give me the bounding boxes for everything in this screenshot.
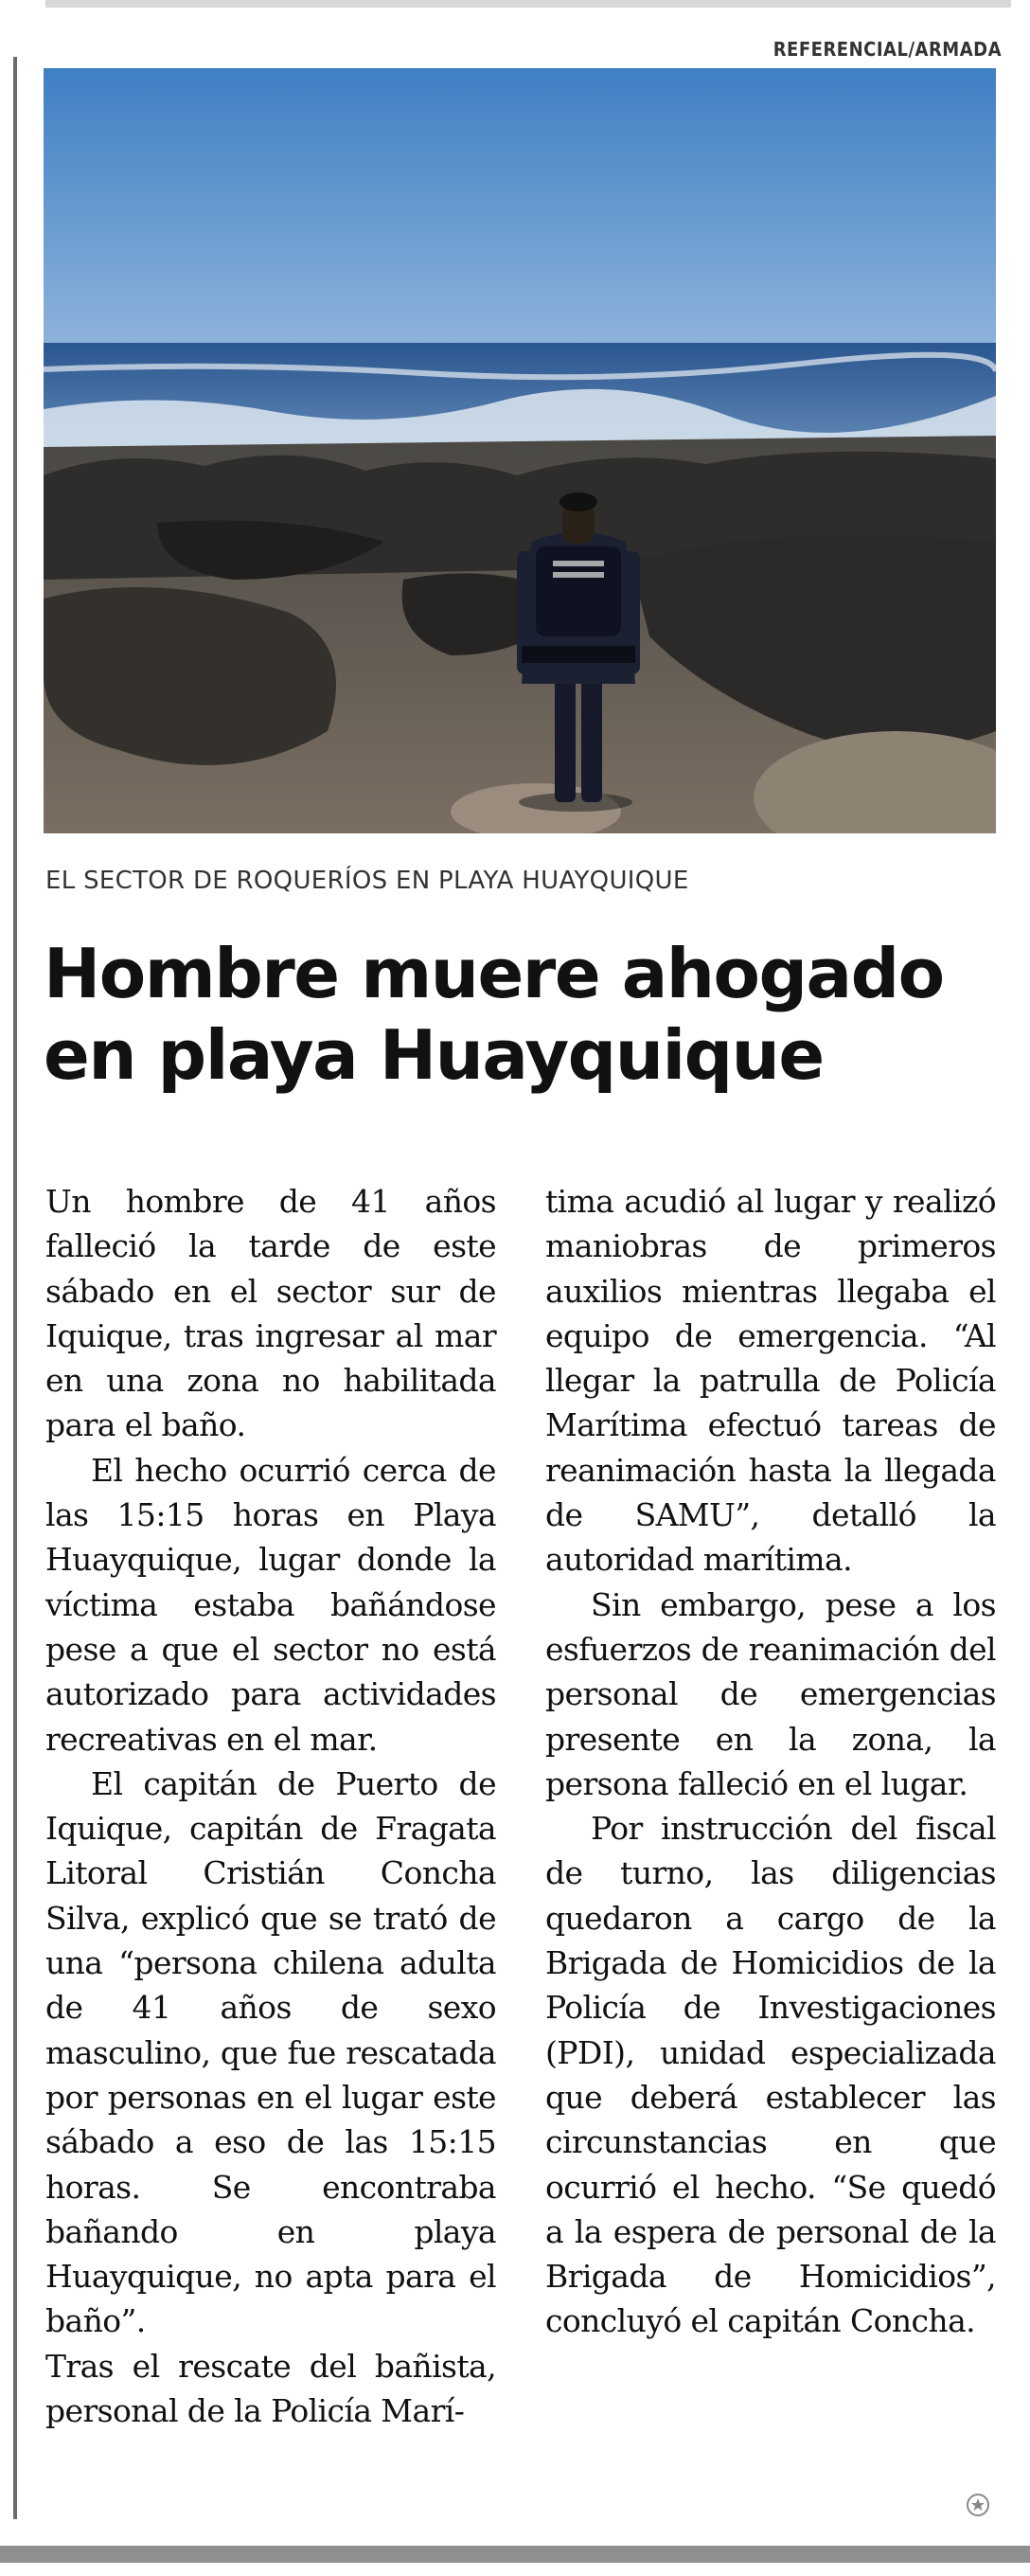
paragraph: El capitán de Puerto de Iquique, capitán de Fragata Litoral Cristián Concha Silva, explicó que se trató de una “persona chilena adulta de 41 años de sexo masculino, que fue rescatada por personas en el lugar este sábado a eso de las 15:15 horas. Se encontraba bañando en playa Huayquique, no apta para el baño”. [45,1764,496,2340]
article-photo [44,68,996,833]
article-column-2 [545,1179,996,2344]
article-column-1 [45,1179,496,2433]
paragraph: tima acudió al lugar y realizó maniobras de primeros auxilios mientras llegaba el equipo de emergencia. “Al llegar la patrulla de Policía Marítima efectuó tareas de reanimación hasta la llegada de SAMU”, detalló la autoridad marítima. [545,1183,996,1579]
left-column-rule [13,57,17,2519]
paragraph: Sin embargo, pese a los esfuerzos de reanimación del personal de emergencias presente en la zona, la persona falleció en el lugar. [545,1585,996,1802]
bottom-rule [0,2546,1030,2563]
paragraph: El hecho ocurrió cerca de las 15:15 horas en Playa Huayquique, lugar donde la víctima estaba bañándose pese a que el sector no está autorizado para actividades recreativas en el mar. [45,1451,496,1758]
paragraph: Un hombre de 41 años falleció la tarde de este sábado en el sector sur de Iquique, tras ingresar al mar en una zona no habilitada para el baño. [45,1183,496,1444]
top-rule [45,0,1011,8]
photo-caption: EL SECTOR DE ROQUERÍOS EN PLAYA HUAYQUIQUE [45,867,689,895]
end-of-article-mark-icon [966,2493,990,2517]
headline: Hombre muere ahogado en playa Huayquique [44,934,944,1095]
paragraph: Tras el rescate del bañista, personal de la Policía Marí- [45,2347,496,2430]
photo-credit: REFERENCIAL/ARMADA [772,38,1002,61]
paragraph: Por instrucción del fiscal de turno, las diligencias quedaron a cargo de la Brigada de Homicidios de la Policía de Investigaciones (PDI), unidad especializada que deberá establecer las circunstancias en que ocurrió el hecho. “Se quedó a la espera de personal de la Brigada de Homicidios”, concluyó el capitán Concha. [545,1810,996,2340]
